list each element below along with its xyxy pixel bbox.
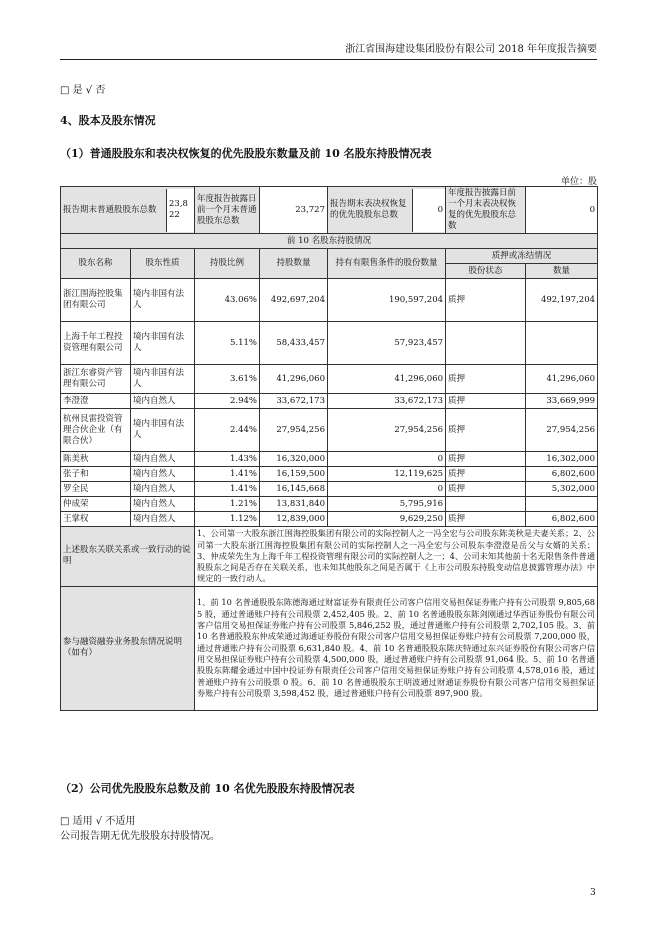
- table-row: [61, 409, 598, 452]
- col-ratio-header: 持股比例: [195, 249, 260, 279]
- shareholder-nature: 境内自然人: [131, 497, 195, 512]
- no-preferred-note: 公司报告期无优先股股东持股情况。: [60, 831, 220, 842]
- restricted-shares: 27,954,256: [328, 409, 446, 452]
- pledge-quantity: 27,954,256: [526, 409, 598, 452]
- subsection-title-1: （1）普通股股东和表决权恢复的优先股股东数量及前 10 名股东持股情况表: [60, 147, 432, 160]
- top10-title-row: [61, 234, 598, 249]
- section-title: 4、股本及股东情况: [60, 114, 156, 127]
- pledge-quantity: 6,802,600: [526, 512, 598, 527]
- pledge-quantity: 16,302,000: [526, 452, 598, 467]
- page-number: 3: [590, 888, 596, 898]
- summary-value-1: 23,822: [167, 189, 194, 232]
- margin-text: 1、前 10 名普通股股东陈德海通过财富证券有限责任公司客户信用交易担保证券账户持有公司股票 9,805,685 股，通过普通账户持有公司股票 2,452,405 股。2、前 10 名普通股股东陈剑刚通过华西证券股份有限公司客户信用交易担保证券账户持有公司股票 5,846,252 股，通过普通账户持有公司股票 2,702,105 股。3、前 10 名普通股股东仲成荣通过海通证券股份有限公司客户信用交易担保证券账户持有公司股票 7,200,000 股，通过普通账户持有公司股票 6,631,840 股。4、前 10 名普通股股东陈庆特通过东兴证券股份有限公司客户信用交易担保证券账户持有公司股票 4,500,000 股，通过普通账户持有公司股票 91,064 股。5、前 10 名普通股股东陈耀金通过中国中投证券有限责任公司客户信用交易担保证券账户持有公司股票 4,578,016 股，通过普通账户持有公司股票 0 股。6、前 10 名普通股股东王明波通过财通证券股份有限公司客户信用交易担保证券账户持有公司股票 3,598,452 股，通过普通账户持有公司股票 897,900 股。: [195, 586, 598, 710]
- summary-value-2: 23,727: [260, 187, 328, 234]
- pledge-quantity: 33,669,999: [526, 394, 598, 409]
- shareholder-name: 陈美秋: [61, 452, 131, 467]
- shareholding-ratio: 43.06%: [195, 279, 260, 322]
- pledge-quantity: 5,302,000: [526, 482, 598, 497]
- shareholding-quantity: 16,145,668: [260, 482, 328, 497]
- shareholding-ratio: 5.11%: [195, 322, 260, 365]
- pledge-status: 质押: [446, 512, 526, 527]
- top10-title: 前 10 名股东持股情况: [61, 234, 598, 249]
- restricted-shares: 5,795,916: [328, 497, 446, 512]
- shareholder-name: 李澄澄: [61, 394, 131, 409]
- shareholder-name: 浙江东睿资产管理有限公司: [61, 365, 131, 394]
- pledge-status: 质押: [446, 409, 526, 452]
- shareholding-ratio: 3.61%: [195, 365, 260, 394]
- pledge-status: [446, 497, 526, 512]
- table-row: [61, 497, 598, 512]
- pledge-status: [446, 322, 526, 365]
- col-pledge-header: 质押或冻结情况: [446, 249, 598, 264]
- margin-trading-row: [61, 586, 598, 710]
- shareholder-nature: 境内自然人: [131, 467, 195, 482]
- shareholder-name: 罗全民: [61, 482, 131, 497]
- pledge-status: 质押: [446, 467, 526, 482]
- table-row: [61, 467, 598, 482]
- shareholding-quantity: 41,296,060: [260, 365, 328, 394]
- pledge-quantity: 492,197,204: [526, 279, 598, 322]
- shareholder-nature: 境内自然人: [131, 452, 195, 467]
- shareholder-name: 张子和: [61, 467, 131, 482]
- related-label: 上述股东关联关系或一致行动的说明: [61, 527, 195, 587]
- col-nature-header: 股东性质: [131, 249, 195, 279]
- unit-label: 单位：股: [560, 177, 597, 187]
- summary-value-4: 0: [526, 187, 598, 234]
- column-header-row-1: [61, 249, 598, 264]
- shareholding-quantity: 12,839,000: [260, 512, 328, 527]
- restricted-shares: 57,923,457: [328, 322, 446, 365]
- col-name-header: 股东名称: [61, 249, 131, 279]
- pledge-status: 质押: [446, 452, 526, 467]
- shareholder-name: 上海千年工程投资管理有限公司: [61, 322, 131, 365]
- shareholding-quantity: 16,159,500: [260, 467, 328, 482]
- table-row: [61, 512, 598, 527]
- pledge-status: 质押: [446, 279, 526, 322]
- page-header: 浙江省围海建设集团股份有限公司 2018 年年度报告摘要: [60, 40, 597, 60]
- shareholding-quantity: 33,672,173: [260, 394, 328, 409]
- subsection-title-2: （2）公司优先股股东总数及前 10 名优先股股东持股情况表: [60, 782, 355, 795]
- summary-label-2: 年度报告披露日前一个月末普通股股东总数: [195, 187, 260, 234]
- table-row: [61, 322, 598, 365]
- applicable-indicator-2: □ 适用 √ 不适用: [60, 816, 136, 827]
- pledge-quantity: 6,802,600: [526, 467, 598, 482]
- shareholder-table: [60, 186, 598, 711]
- shareholding-ratio: 2.44%: [195, 409, 260, 452]
- applicable-indicator: □ 是 √ 否: [60, 85, 106, 96]
- col-pledge-status-header: 股份状态: [446, 264, 526, 279]
- pledge-status: 质押: [446, 482, 526, 497]
- shareholder-name: 仲成荣: [61, 497, 131, 512]
- shareholder-nature: 境内自然人: [131, 512, 195, 527]
- summary-label-1: 报告期末普通股股东总数: [61, 189, 167, 232]
- restricted-shares: 190,597,204: [328, 279, 446, 322]
- table-row: [61, 279, 598, 322]
- summary-label-3: 报告期末表决权恢复的优先股股东总数: [328, 189, 413, 232]
- shareholding-quantity: 27,954,256: [260, 409, 328, 452]
- summary-row: [61, 187, 598, 234]
- shareholding-quantity: 492,697,204: [260, 279, 328, 322]
- restricted-shares: 0: [328, 452, 446, 467]
- shareholder-nature: 境内自然人: [131, 394, 195, 409]
- shareholding-ratio: 1.21%: [195, 497, 260, 512]
- pledge-quantity: 41,296,060: [526, 365, 598, 394]
- shareholding-ratio: 1.41%: [195, 482, 260, 497]
- shareholder-name: 浙江围海控股集团有限公司: [61, 279, 131, 322]
- pledge-quantity: [526, 497, 598, 512]
- shareholder-nature: 境内自然人: [131, 482, 195, 497]
- restricted-shares: 33,672,173: [328, 394, 446, 409]
- shareholding-ratio: 1.12%: [195, 512, 260, 527]
- table-row: [61, 482, 598, 497]
- shareholding-quantity: 16,320,000: [260, 452, 328, 467]
- shareholder-nature: 境内非国有法人: [131, 365, 195, 394]
- restricted-shares: 0: [328, 482, 446, 497]
- related-text: 1、公司第一大股东浙江围海控股集团有限公司的实际控制人之一冯全宏与公司股东陈美秋是夫妻关系；2、公司第一大股东浙江围海控股集团有限公司的实际控制人之一冯全宏与公司股东李澄澄是岳父与女婿的关系；3、仲成荣先生为上海千年工程投资管理有限公司的实际控制人之一；4、公司未知其他前十名无限售条件普通股股东之间是否存在关联关系，也未知其他股东之间是否属于《上市公司股东持股变动信息披露管理办法》中规定的一致行动人。: [195, 527, 598, 587]
- summary-value-3: 0: [413, 189, 445, 232]
- shareholder-nature: 境内非国有法人: [131, 409, 195, 452]
- summary-label-4: 年度报告披露日前一个月末表决权恢复的优先股股东总数: [446, 187, 526, 234]
- pledge-status: 质押: [446, 394, 526, 409]
- restricted-shares: 12,119,625: [328, 467, 446, 482]
- margin-label: 参与融资融券业务股东情况说明（如有）: [61, 586, 195, 710]
- col-restricted-header: 持有有限售条件的股份数量: [328, 249, 446, 279]
- shareholding-ratio: 1.41%: [195, 467, 260, 482]
- restricted-shares: 41,296,060: [328, 365, 446, 394]
- shareholder-nature: 境内非国有法人: [131, 279, 195, 322]
- related-parties-row: [61, 527, 598, 587]
- table-row: [61, 365, 598, 394]
- shareholder-name: 王掌权: [61, 512, 131, 527]
- restricted-shares: 9,629,250: [328, 512, 446, 527]
- pledge-quantity: [526, 322, 598, 365]
- col-pledge-quantity-header: 数量: [526, 264, 598, 279]
- shareholding-quantity: 13,831,840: [260, 497, 328, 512]
- col-quantity-header: 持股数量: [260, 249, 328, 279]
- table-row: [61, 452, 598, 467]
- shareholder-nature: 境内非国有法人: [131, 322, 195, 365]
- shareholding-quantity: 58,433,457: [260, 322, 328, 365]
- table-row: [61, 394, 598, 409]
- shareholding-ratio: 1.43%: [195, 452, 260, 467]
- shareholder-name: 杭州艮雷投资管理合伙企业（有限合伙）: [61, 409, 131, 452]
- shareholding-ratio: 2.94%: [195, 394, 260, 409]
- pledge-status: 质押: [446, 365, 526, 394]
